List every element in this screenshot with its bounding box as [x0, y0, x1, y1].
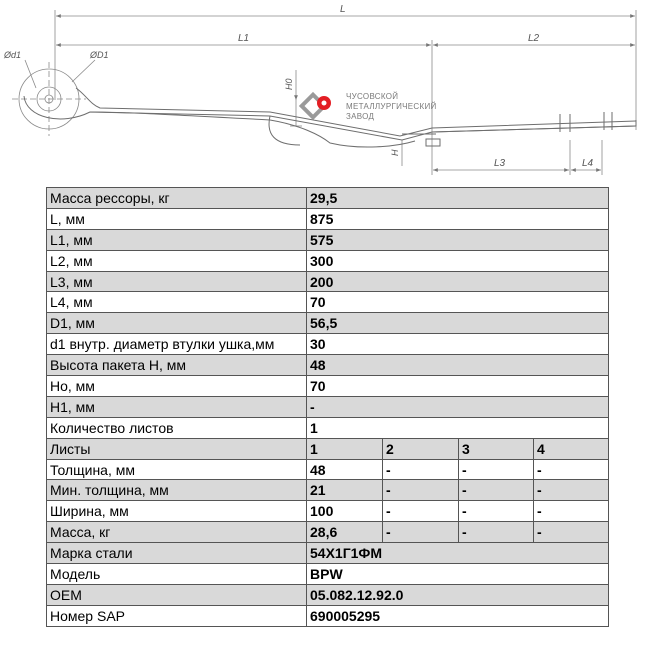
- spec-label: Количество листов: [47, 417, 307, 438]
- leaf-value: -: [534, 522, 609, 543]
- spec-label: L4, мм: [47, 292, 307, 313]
- leaf-spring-drawing: [0, 0, 650, 185]
- chusovoy-plant-logo-icon: [299, 92, 331, 120]
- logo-text-line2: МЕТАЛЛУРГИЧЕСКИЙ: [346, 102, 437, 111]
- spec-row-sap: [47, 605, 609, 626]
- leaf-value: -: [383, 480, 459, 501]
- spec-value: -: [307, 396, 609, 417]
- leaf-value: 48: [307, 459, 383, 480]
- leaves-row-min-thickness: [47, 480, 609, 501]
- spec-label: Толщина, мм: [47, 459, 307, 480]
- spec-row-H1: [47, 396, 609, 417]
- spec-label: d1 внутр. диаметр втулки ушка,мм: [47, 334, 307, 355]
- spec-row-L2: [47, 250, 609, 271]
- spec-row-steel-grade: [47, 543, 609, 564]
- dim-label-L3: L3: [494, 158, 506, 169]
- spec-label: Марка стали: [47, 543, 307, 564]
- leaf-header-3: 3: [459, 438, 534, 459]
- spec-value: 690005295: [307, 605, 609, 626]
- dim-label-L: L: [340, 4, 346, 15]
- spec-label: L3, мм: [47, 271, 307, 292]
- spec-row-H0: [47, 376, 609, 397]
- spec-label: Масса рессоры, кг: [47, 188, 307, 209]
- spec-label: Н1, мм: [47, 396, 307, 417]
- spec-label: Номер SAP: [47, 605, 307, 626]
- leaf-header-4: 4: [534, 438, 609, 459]
- spec-value: 300: [307, 250, 609, 271]
- spec-label: L, мм: [47, 208, 307, 229]
- spec-row-model: [47, 564, 609, 585]
- spec-label: Масса, кг: [47, 522, 307, 543]
- leaf-value: -: [534, 459, 609, 480]
- leaf-value: -: [459, 480, 534, 501]
- dim-label-H: H: [390, 149, 400, 156]
- spec-value: 875: [307, 208, 609, 229]
- spec-label: Ширина, мм: [47, 501, 307, 522]
- logo-text-line3: ЗАВОД: [346, 112, 375, 121]
- spec-value: 30: [307, 334, 609, 355]
- logo-text-line1: ЧУСОВСКОЙ: [346, 92, 399, 101]
- dim-label-L2: L2: [528, 33, 540, 44]
- leaf-value: -: [383, 459, 459, 480]
- spec-value: 70: [307, 376, 609, 397]
- leaf-value: -: [459, 522, 534, 543]
- spec-value: BPW: [307, 564, 609, 585]
- leaf-value: -: [534, 480, 609, 501]
- dim-label-d1: Ød1: [4, 50, 22, 60]
- spec-row-L4: [47, 292, 609, 313]
- spec-row-oem: [47, 584, 609, 605]
- spec-label: Высота пакета Н, мм: [47, 355, 307, 376]
- spec-value: 56,5: [307, 313, 609, 334]
- spec-label: L1, мм: [47, 229, 307, 250]
- spec-row-L1: [47, 229, 609, 250]
- leaf-value: -: [459, 459, 534, 480]
- dim-label-D1: ØD1: [90, 50, 109, 60]
- spec-table: [46, 187, 609, 627]
- spec-value: 575: [307, 229, 609, 250]
- spec-value: 48: [307, 355, 609, 376]
- leaf-value: 28,6: [307, 522, 383, 543]
- spec-label: L2, мм: [47, 250, 307, 271]
- spec-label: Мин. толщина, мм: [47, 480, 307, 501]
- spec-row-leaf-count: [47, 417, 609, 438]
- leaf-header-1: 1: [307, 438, 383, 459]
- dim-label-L4: L4: [582, 158, 594, 169]
- spec-value: 1: [307, 417, 609, 438]
- dim-label-H0: H0: [284, 78, 294, 90]
- leaf-value: -: [383, 501, 459, 522]
- spec-row-L: [47, 208, 609, 229]
- leaves-row-width: [47, 501, 609, 522]
- spec-row-pack-height: [47, 355, 609, 376]
- leaf-value: 21: [307, 480, 383, 501]
- dim-label-L1: L1: [238, 33, 250, 44]
- leaves-label: Листы: [47, 438, 307, 459]
- leaf-value: -: [534, 501, 609, 522]
- spec-row-d1: [47, 334, 609, 355]
- leaf-value: -: [459, 501, 534, 522]
- spec-label: Но, мм: [47, 376, 307, 397]
- leaves-header-row: [47, 438, 609, 459]
- spec-value: 200: [307, 271, 609, 292]
- spec-label: Модель: [47, 564, 307, 585]
- leaf-header-2: 2: [383, 438, 459, 459]
- spec-value: 29,5: [307, 188, 609, 209]
- spec-value: 54Х1Г1ФМ: [307, 543, 609, 564]
- leaves-row-thickness: [47, 459, 609, 480]
- leaves-row-mass: [47, 522, 609, 543]
- leaf-value: -: [383, 522, 459, 543]
- spec-row-L3: [47, 271, 609, 292]
- leaf-value: 100: [307, 501, 383, 522]
- spec-label: D1, мм: [47, 313, 307, 334]
- spec-value: 05.082.12.92.0: [307, 584, 609, 605]
- spec-row-spring-mass: [47, 188, 609, 209]
- spec-row-D1: [47, 313, 609, 334]
- spec-value: 70: [307, 292, 609, 313]
- spec-label: OEM: [47, 584, 307, 605]
